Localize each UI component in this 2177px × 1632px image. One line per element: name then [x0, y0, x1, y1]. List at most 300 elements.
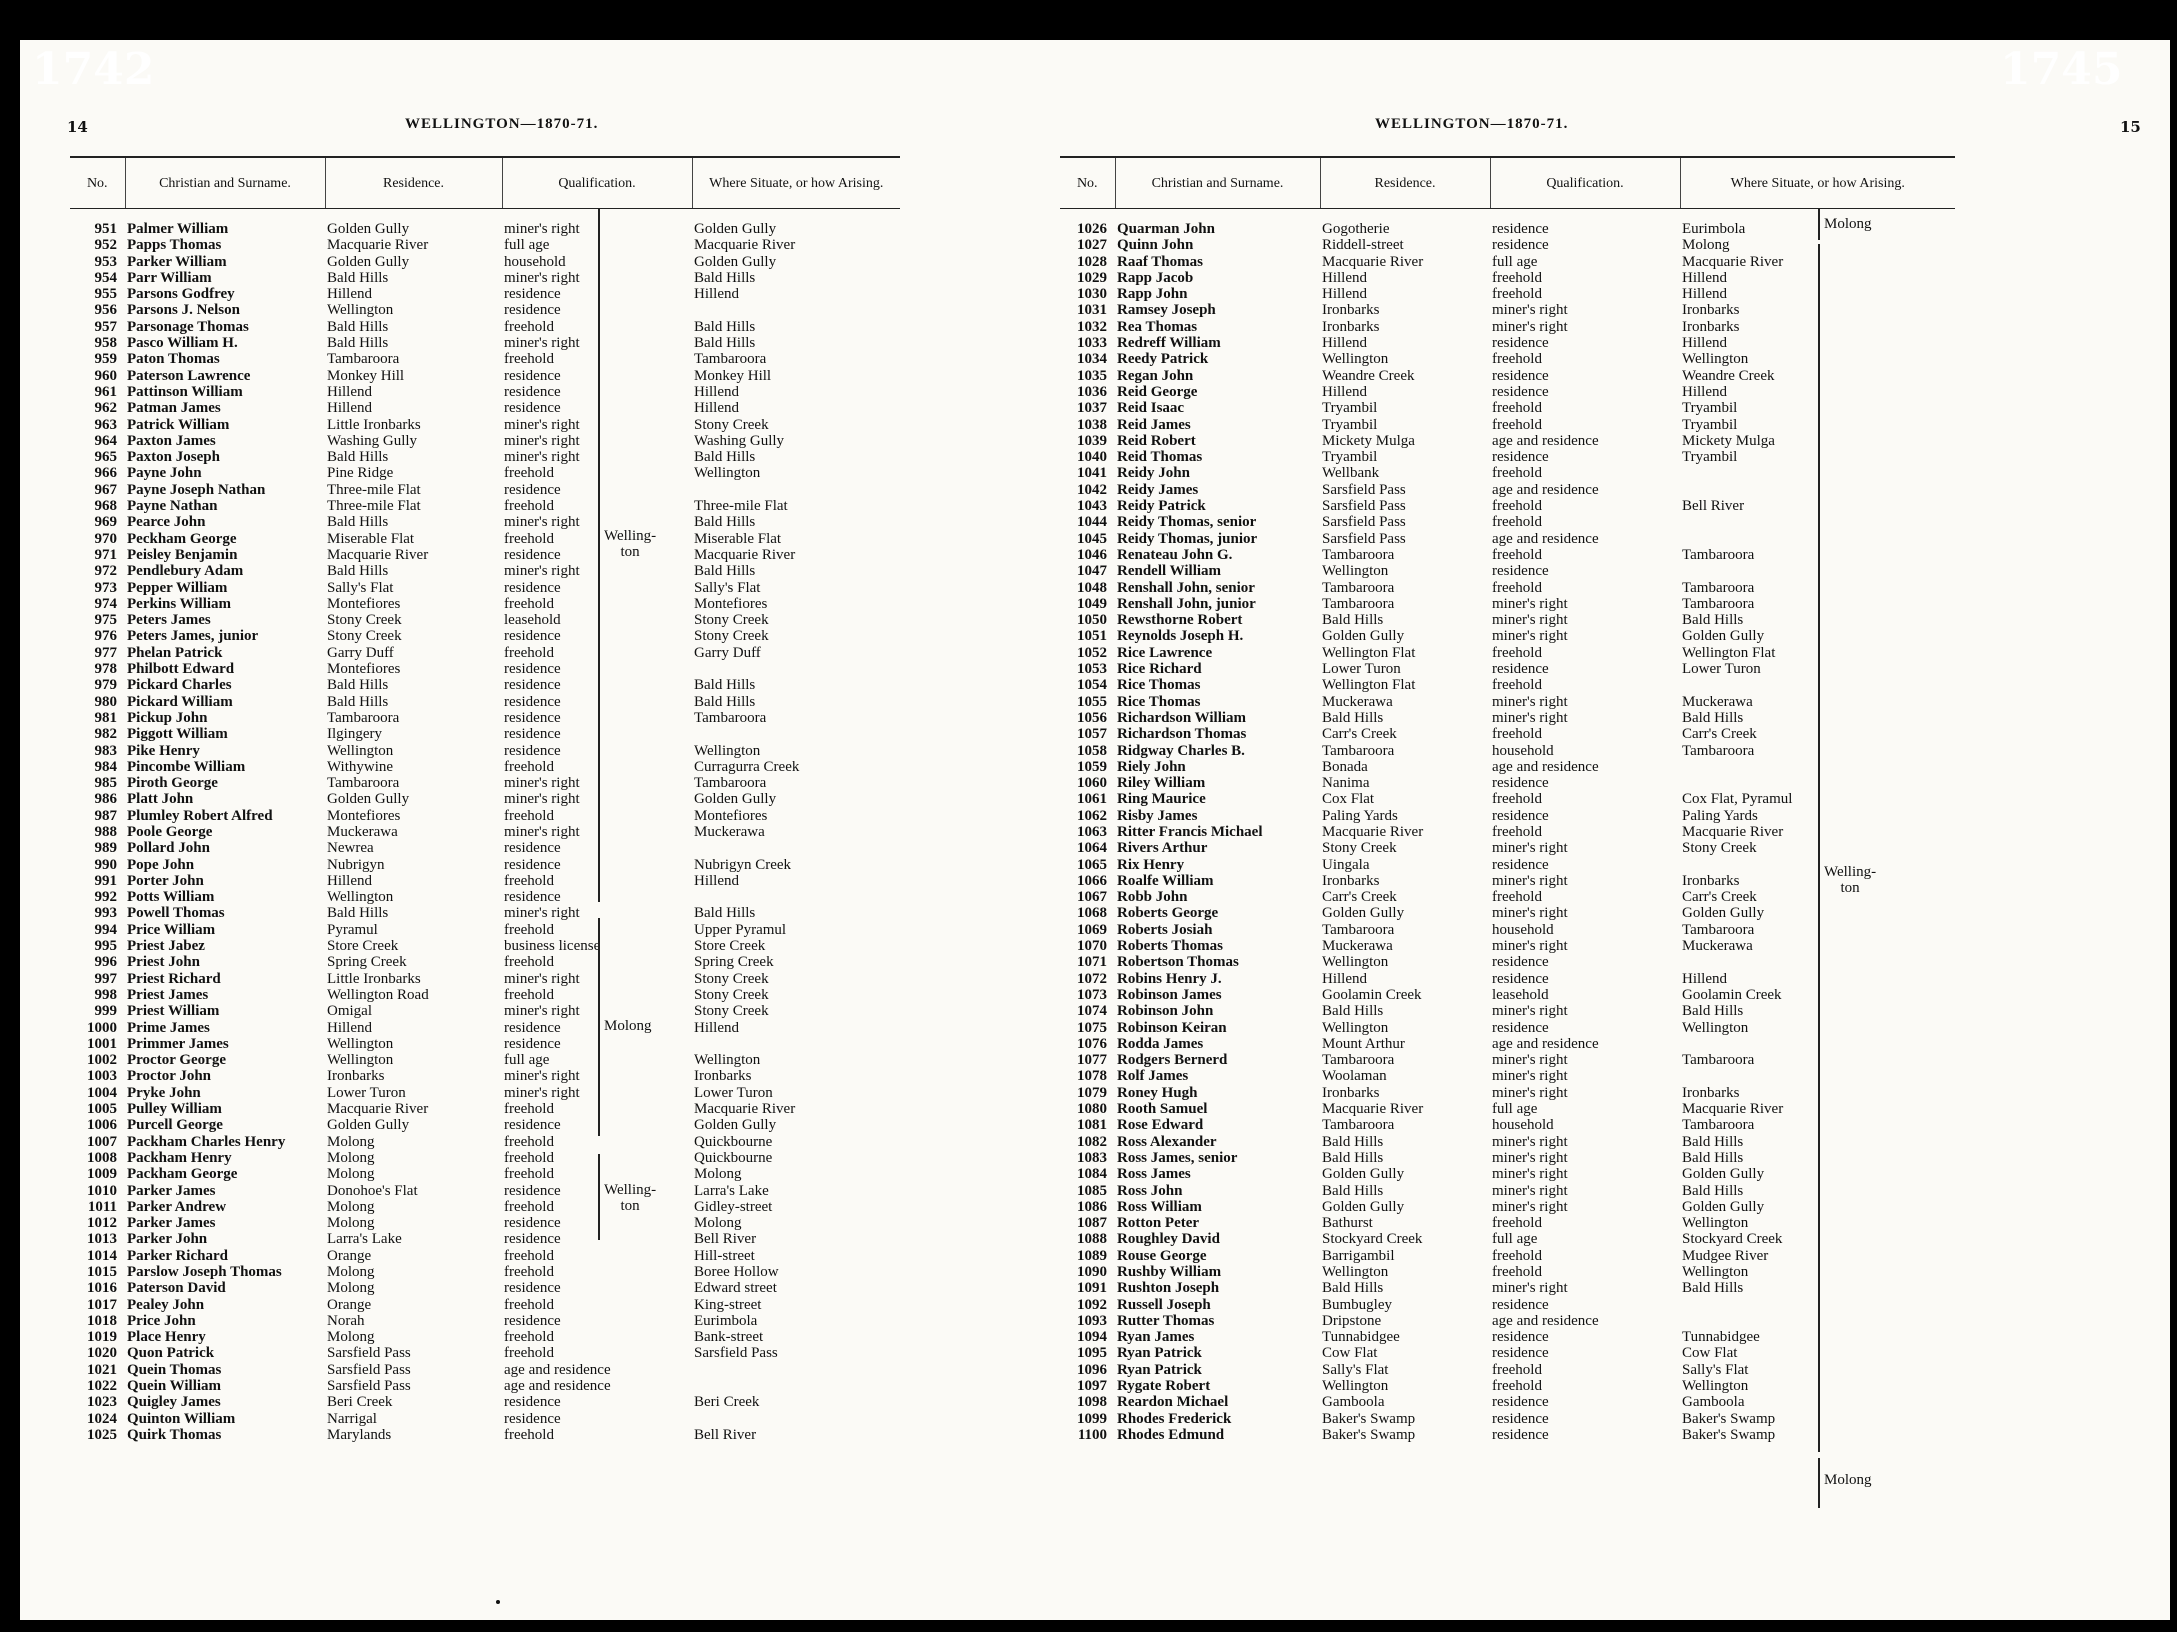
register-row — [70, 531, 900, 547]
register-row — [1060, 514, 1955, 530]
entry-number: 1003 — [87, 1068, 117, 1085]
entry-number: 962 — [94, 400, 117, 417]
register-row — [70, 563, 900, 579]
entry-number: 1016 — [87, 1280, 117, 1297]
residence: Bumbugley — [1322, 1296, 1392, 1313]
residence: Orange — [327, 1247, 372, 1264]
residence: Molong — [327, 1264, 375, 1280]
qualification: miner's right — [504, 1003, 580, 1020]
situate: Larra's Lake — [694, 1182, 769, 1199]
qualification: freehold — [1492, 514, 1542, 531]
qualification: freehold — [1492, 726, 1542, 743]
register-row — [1060, 1166, 1955, 1182]
voter-name: Rooth Samuel — [1117, 1101, 1208, 1118]
situate: Ironbarks — [1682, 318, 1740, 335]
voter-name: Rea Thomas — [1117, 318, 1198, 335]
voter-name: Robb John — [1117, 889, 1188, 906]
entry-number: 1100 — [1077, 1426, 1107, 1443]
situate: Stockyard Creek — [1682, 1231, 1783, 1248]
voter-name: Pike Henry — [127, 742, 200, 759]
residence: Tambaroora — [1322, 595, 1395, 612]
register-row — [70, 661, 900, 677]
register-row — [70, 580, 900, 596]
voter-name: Renateau John G. — [1117, 546, 1233, 563]
residence: Tambaroora — [1322, 546, 1395, 563]
residence: Wellington Flat — [1322, 644, 1416, 661]
residence: Hillend — [327, 286, 372, 303]
brace-line — [590, 208, 600, 902]
left-page — [20, 40, 990, 1620]
residence: Carr's Creek — [1322, 726, 1397, 743]
voter-name: Packham Henry — [127, 1149, 232, 1166]
entry-number: 1075 — [1077, 1019, 1107, 1036]
entry-number: 1051 — [1077, 628, 1107, 645]
qualification: household — [1492, 1117, 1554, 1134]
entry-number: 1012 — [87, 1215, 117, 1232]
entry-number: 976 — [94, 628, 117, 645]
entry-number: 1006 — [87, 1117, 117, 1134]
voter-name: Parker John — [127, 1231, 208, 1248]
entry-number: 1097 — [1077, 1378, 1107, 1395]
register-row — [70, 645, 900, 661]
entry-number: 1073 — [1077, 986, 1107, 1003]
register-row — [1060, 1427, 1955, 1443]
entry-number: 996 — [94, 954, 117, 971]
residence: Wellington — [1322, 351, 1389, 368]
entry-number: 1084 — [1077, 1166, 1107, 1183]
situate: Cow Flat — [1682, 1345, 1738, 1362]
voter-name: Peters James, junior — [127, 628, 259, 645]
register-row — [1060, 1020, 1955, 1036]
voter-name: Reidy Patrick — [1117, 498, 1206, 515]
qualification: freehold — [504, 1426, 554, 1443]
residence: Ironbarks — [1322, 302, 1380, 319]
voter-name: Riley William — [1117, 775, 1206, 792]
col-header-no: No. — [70, 157, 125, 209]
voter-name: Pendlebury Adam — [127, 563, 244, 580]
residence: Bald Hills — [1322, 1280, 1384, 1297]
situate: Carr's Creek — [1682, 889, 1757, 906]
voter-name: Quein Thomas — [127, 1361, 222, 1378]
register-row — [70, 677, 900, 693]
register-row — [1060, 400, 1955, 416]
situate: Garry Duff — [694, 644, 761, 661]
qualification: freehold — [1492, 1247, 1542, 1264]
qualification: residence — [504, 726, 561, 743]
residence: Pyramul — [327, 921, 378, 938]
voter-name: Rix Henry — [1117, 856, 1185, 873]
qualification: freehold — [504, 318, 554, 335]
residence: Pine Ridge — [327, 465, 394, 482]
situate: Tambaroora — [1682, 742, 1755, 759]
situate: Upper Pyramul — [694, 921, 787, 938]
situate: Tambaroora — [694, 775, 767, 792]
residence: Golden Gully — [1322, 905, 1405, 922]
residence: Sarsfield Pass — [327, 1378, 411, 1395]
residence: Wellington — [1322, 954, 1389, 971]
qualification: residence — [504, 889, 561, 906]
voter-name: Ross James, senior — [1117, 1149, 1238, 1166]
right-page — [990, 40, 2170, 1620]
situate: Cox Flat, Pyramul — [1682, 791, 1793, 808]
situate: Ironbarks — [1682, 302, 1740, 319]
qualification: residence — [1492, 807, 1549, 824]
situate: Hillend — [1682, 383, 1727, 400]
situate: Montefiores — [694, 595, 768, 612]
voter-name: Place Henry — [127, 1329, 206, 1346]
entry-number: 957 — [94, 318, 117, 335]
entry-number: 1074 — [1077, 1003, 1107, 1020]
entry-number: 1080 — [1077, 1101, 1107, 1118]
situate: Macquarie River — [694, 237, 796, 254]
brace-label: Molong — [604, 1018, 652, 1034]
qualification: freehold — [1492, 1361, 1542, 1378]
register-row — [1060, 286, 1955, 302]
entry-number: 1057 — [1077, 726, 1107, 743]
residence: Barrigambil — [1322, 1247, 1395, 1264]
situate: King-street — [694, 1296, 762, 1313]
voter-name: Ross William — [1117, 1198, 1202, 1215]
register-row — [1060, 563, 1955, 579]
qualification: residence — [504, 302, 561, 319]
register-row — [1060, 465, 1955, 481]
residence: Wellington — [1322, 1019, 1389, 1036]
qualification: freehold — [504, 530, 554, 547]
register-row — [70, 889, 900, 905]
voter-name: Pincombe William — [127, 758, 246, 775]
voter-name: Reid Isaac — [1117, 400, 1185, 417]
residence: Tryambil — [1322, 416, 1378, 433]
situate: Wellington — [694, 465, 761, 482]
qualification: freehold — [504, 1198, 554, 1215]
situate: Bell River — [1682, 498, 1745, 515]
situate: Bald Hills — [1682, 1003, 1744, 1020]
col-header-situate: Where Situate, or how Arising. — [692, 157, 900, 209]
voter-name: Rose Edward — [1117, 1117, 1204, 1134]
voter-name: Porter John — [127, 872, 204, 889]
qualification: leasehold — [504, 612, 561, 629]
qualification: residence — [504, 677, 561, 694]
entry-number: 1072 — [1077, 970, 1107, 987]
register-row — [70, 1036, 900, 1052]
entry-number: 1058 — [1077, 742, 1107, 759]
brace-label: ton — [1840, 880, 1860, 896]
qualification: residence — [504, 546, 561, 563]
voter-name: Payne John — [127, 465, 202, 482]
qualification: freehold — [1492, 579, 1542, 596]
entry-number: 963 — [94, 416, 117, 433]
entry-number: 956 — [94, 302, 117, 319]
entry-number: 977 — [94, 644, 117, 661]
entry-number: 1064 — [1077, 840, 1107, 857]
situate: Bald Hills — [1682, 1133, 1744, 1150]
register-row — [70, 498, 900, 514]
voter-name: Pealey John — [127, 1296, 205, 1313]
entry-number: 1050 — [1077, 612, 1107, 629]
voter-name: Parker William — [127, 253, 227, 270]
entry-number: 971 — [94, 546, 117, 563]
voter-name: Pryke John — [127, 1084, 201, 1101]
entry-number: 1002 — [87, 1052, 117, 1069]
entry-number: 1085 — [1077, 1182, 1107, 1199]
qualification: residence — [1492, 856, 1549, 873]
qualification: freehold — [1492, 416, 1542, 433]
register-row — [70, 1166, 900, 1182]
entry-number: 953 — [94, 253, 117, 270]
voter-name: Parker Richard — [127, 1247, 228, 1264]
qualification: freehold — [1492, 791, 1542, 808]
entry-number: 1031 — [1077, 302, 1107, 319]
register-row — [1060, 987, 1955, 1003]
residence: Paling Yards — [1322, 807, 1398, 824]
qualification: residence — [1492, 335, 1549, 352]
residence: Golden Gully — [327, 253, 410, 270]
register-row — [70, 1394, 900, 1410]
residence: Withywine — [327, 758, 394, 775]
situate: Lower Turon — [1682, 661, 1761, 678]
qualification: miner's right — [1492, 628, 1568, 645]
entry-number: 1047 — [1077, 563, 1107, 580]
entry-number: 981 — [94, 709, 117, 726]
residence: Montefiores — [327, 661, 401, 678]
qualification: miner's right — [504, 221, 580, 237]
residence: Little Ironbarks — [327, 970, 421, 987]
voter-name: Paxton James — [127, 432, 216, 449]
situate: Wellington — [1682, 351, 1749, 368]
register-row — [70, 465, 900, 481]
register-row — [1060, 775, 1955, 791]
qualification: residence — [1492, 1296, 1549, 1313]
residence: Bonada — [1322, 758, 1368, 775]
register-row — [1060, 922, 1955, 938]
situate: Golden Gully — [1682, 628, 1765, 645]
situate: Bald Hills — [694, 335, 756, 352]
situate: Wellington — [1682, 1215, 1749, 1232]
residence: Narrigal — [327, 1410, 377, 1427]
qualification: freehold — [1492, 286, 1542, 303]
qualification: freehold — [504, 351, 554, 368]
entry-number: 1024 — [87, 1410, 117, 1427]
residence: Baker's Swamp — [1322, 1410, 1416, 1427]
entry-number: 1028 — [1077, 253, 1107, 270]
situate: Hillend — [1682, 970, 1727, 987]
voter-name: Reidy John — [1117, 465, 1190, 482]
residence: Molong — [327, 1215, 375, 1232]
entry-number: 1076 — [1077, 1035, 1107, 1052]
register-row — [70, 1362, 900, 1378]
voter-name: Renshall John, senior — [1117, 579, 1255, 596]
residence: Hillend — [1322, 335, 1367, 352]
situate: Bald Hills — [1682, 1182, 1744, 1199]
residence: Molong — [327, 1280, 375, 1297]
voter-name: Priest William — [127, 1003, 220, 1020]
residence: Wellington — [1322, 563, 1389, 580]
voter-name: Rushby William — [1117, 1264, 1222, 1280]
situate: Tambaroora — [1682, 1117, 1755, 1134]
register-row — [1060, 954, 1955, 970]
voter-name: Quigley James — [127, 1394, 221, 1411]
voter-name: Reynolds Joseph H. — [1117, 628, 1244, 645]
qualification: age and residence — [504, 1361, 611, 1378]
residence: Cox Flat — [1322, 791, 1375, 808]
qualification: freehold — [504, 1329, 554, 1346]
voter-name: Packham George — [127, 1166, 238, 1183]
situate: Spring Creek — [694, 954, 774, 971]
voter-name: Rotton Peter — [1117, 1215, 1200, 1232]
situate: Hillend — [694, 286, 739, 303]
register-row — [70, 1297, 900, 1313]
voter-name: Ross John — [1117, 1182, 1183, 1199]
voter-name: Prime James — [127, 1019, 210, 1036]
entry-number: 993 — [94, 905, 117, 922]
qualification: business license — [504, 938, 601, 955]
entry-number: 1089 — [1077, 1247, 1107, 1264]
entry-number: 983 — [94, 742, 117, 759]
register-row — [70, 335, 900, 351]
qualification: miner's right — [504, 563, 580, 580]
residence: Bald Hills — [1322, 612, 1384, 629]
entry-number: 955 — [94, 286, 117, 303]
voter-name: Rushton Joseph — [1117, 1280, 1220, 1297]
voter-name: Reid James — [1117, 416, 1191, 433]
residence: Wellington Road — [327, 986, 429, 1003]
entry-number: 987 — [94, 807, 117, 824]
situate: Wellington Flat — [1682, 644, 1776, 661]
register-table — [70, 156, 900, 1443]
residence: Lower Turon — [1322, 661, 1401, 678]
register-row — [70, 1150, 900, 1166]
qualification: residence — [1492, 563, 1549, 580]
register-row — [1060, 417, 1955, 433]
brace-label: ton — [620, 1198, 640, 1214]
situate: Bell River — [694, 1426, 757, 1443]
voter-name: Rice Thomas — [1117, 693, 1201, 710]
residence: Hillend — [1322, 286, 1367, 303]
residence: Miserable Flat — [327, 530, 415, 547]
entry-number: 1019 — [87, 1329, 117, 1346]
entry-number: 1037 — [1077, 400, 1107, 417]
qualification: freehold — [504, 1133, 554, 1150]
register-row — [1060, 710, 1955, 726]
register-row — [1060, 1411, 1955, 1427]
voter-name: Rygate Robert — [1117, 1378, 1211, 1395]
residence: Bald Hills — [327, 335, 389, 352]
register-row — [1060, 237, 1955, 253]
entry-number: 1008 — [87, 1149, 117, 1166]
entry-number: 1059 — [1077, 758, 1107, 775]
voter-name: Renshall John, junior — [1117, 595, 1256, 612]
voter-name: Parker Andrew — [127, 1198, 227, 1215]
residence: Tambaroora — [1322, 1117, 1395, 1134]
residence: Woolaman — [1322, 1068, 1387, 1085]
register-row — [70, 1003, 900, 1019]
entry-number: 980 — [94, 693, 117, 710]
qualification: freehold — [504, 1247, 554, 1264]
voter-name: Quarman John — [1117, 221, 1215, 237]
voter-name: Phelan Patrick — [127, 644, 223, 661]
residence: Ironbarks — [327, 1068, 385, 1085]
qualification: miner's right — [1492, 595, 1568, 612]
residence: Montefiores — [327, 595, 401, 612]
entry-number: 966 — [94, 465, 117, 482]
situate: Golden Gully — [1682, 905, 1765, 922]
situate: Monkey Hill — [694, 367, 772, 384]
entry-number: 954 — [94, 269, 117, 286]
situate: Bald Hills — [694, 693, 756, 710]
voter-name: Rouse George — [1117, 1247, 1207, 1264]
voter-name: Peisley Benjamin — [127, 546, 238, 563]
residence: Marylands — [327, 1426, 392, 1443]
qualification: residence — [1492, 1426, 1549, 1443]
situate: Stony Creek — [694, 628, 769, 645]
situate: Muckerawa — [1682, 693, 1753, 710]
register-row — [1060, 547, 1955, 563]
situate: Molong — [1682, 237, 1730, 254]
register-row — [1060, 971, 1955, 987]
entry-number: 965 — [94, 449, 117, 466]
qualification: residence — [504, 856, 561, 873]
residence: Gamboola — [1322, 1394, 1385, 1411]
entry-number: 975 — [94, 612, 117, 629]
voter-name: Payne Nathan — [127, 498, 218, 515]
entry-number: 1090 — [1077, 1264, 1107, 1280]
register-row — [70, 302, 900, 318]
situate: Stony Creek — [694, 1003, 769, 1020]
entry-number: 1000 — [87, 1019, 117, 1036]
qualification: freehold — [1492, 644, 1542, 661]
entry-number: 1046 — [1077, 546, 1107, 563]
qualification: age and residence — [1492, 758, 1599, 775]
qualification: residence — [1492, 954, 1549, 971]
situate — [692, 726, 900, 742]
register-row — [1060, 449, 1955, 465]
qualification: residence — [1492, 367, 1549, 384]
register-row — [1060, 1378, 1955, 1394]
situate: Stony Creek — [1682, 840, 1757, 857]
residence: Bald Hills — [327, 514, 389, 531]
qualification: freehold — [504, 1345, 554, 1362]
folio-stamp: 1745 — [2000, 44, 2123, 95]
residence: Weandre Creek — [1322, 367, 1415, 384]
qualification: residence — [504, 1280, 561, 1297]
qualification: residence — [504, 1182, 561, 1199]
qualification: full age — [1492, 1231, 1538, 1248]
qualification: freehold — [504, 595, 554, 612]
residence: Wellington — [327, 889, 394, 906]
voter-name: Reedy Patrick — [1117, 351, 1209, 368]
situate: Baker's Swamp — [1682, 1410, 1776, 1427]
register-row — [70, 922, 900, 938]
entry-number: 1052 — [1077, 644, 1107, 661]
voter-name: Proctor John — [127, 1068, 212, 1085]
situate: Hillend — [1682, 286, 1727, 303]
voter-name: Rutter Thomas — [1117, 1312, 1215, 1329]
residence: Sally's Flat — [327, 579, 394, 596]
qualification: residence — [504, 1035, 561, 1052]
entry-number: 1044 — [1077, 514, 1107, 531]
voter-name: Price William — [127, 921, 216, 938]
qualification: age and residence — [504, 1378, 611, 1395]
situate: Molong — [694, 1166, 742, 1183]
residence: Goolamin Creek — [1322, 986, 1422, 1003]
register-row — [1060, 1215, 1955, 1231]
register-row — [70, 1378, 900, 1394]
register-row — [1060, 1150, 1955, 1166]
residence: Beri Creek — [327, 1394, 393, 1411]
voter-name: Priest James — [127, 986, 209, 1003]
voter-name: Rice Richard — [1117, 661, 1202, 678]
voter-name: Poole George — [127, 823, 213, 840]
